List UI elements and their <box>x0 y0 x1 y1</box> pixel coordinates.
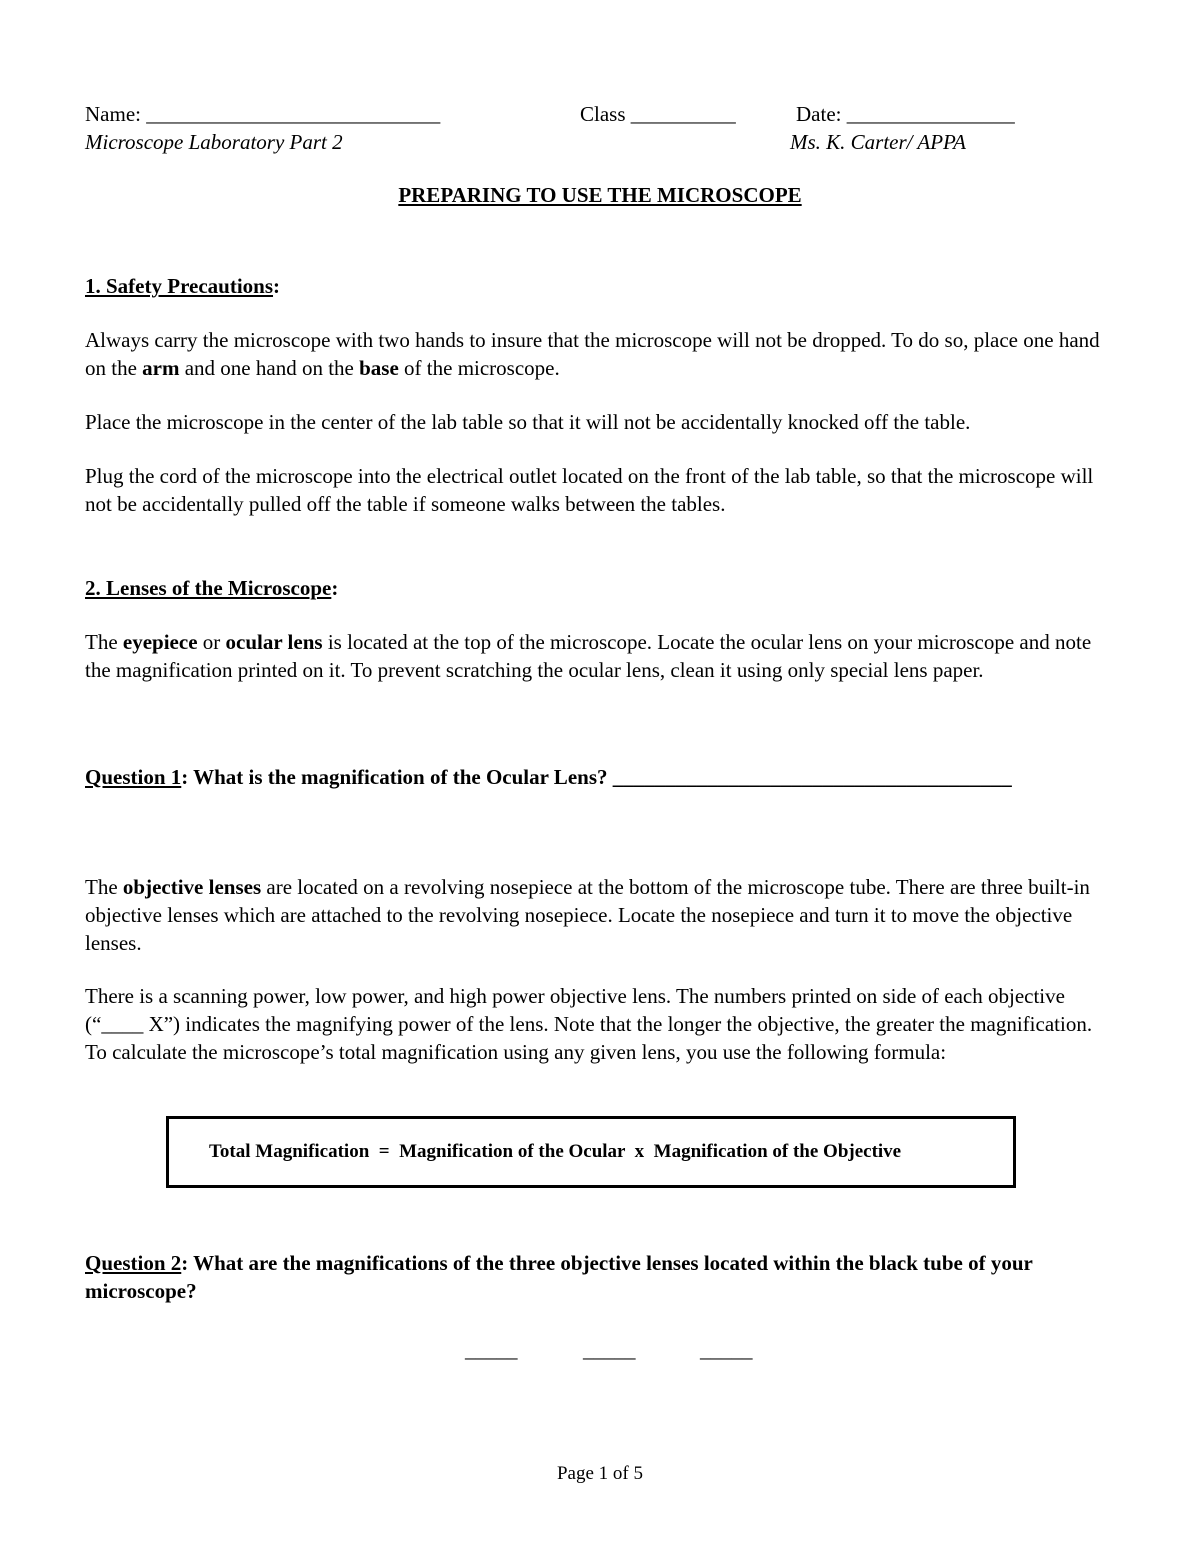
answer-blank-2: _____ <box>583 1338 636 1362</box>
page-title: PREPARING TO USE THE MICROSCOPE <box>398 183 802 207</box>
arm-term: arm <box>142 356 180 380</box>
text-run: is located at the top of the microscope. Locate the ocular lens on your microscope and note the magnification printed on it. To prevent scratching the ocular lens, clean it using only special lens paper. <box>85 630 1092 682</box>
question-2-label: Question 2 <box>85 1251 182 1275</box>
text-run: The <box>85 875 123 899</box>
question-2-text: : What are the magnifications of the three objective lenses located within the black tube of your microscope? <box>85 1251 1033 1303</box>
section-2-heading-colon: : <box>331 576 339 600</box>
safety-paragraph-1 <box>85 326 1115 382</box>
text-run: of the microscope. <box>398 356 560 380</box>
section-1-heading <box>85 272 280 300</box>
question-1-label: Question 1 <box>85 765 182 789</box>
text-run: or <box>197 630 226 654</box>
question-1-text: : What is the magnification of the Ocular Lens? ______________________________________ <box>181 765 1012 789</box>
lab-title: Microscope Laboratory Part 2 <box>85 130 343 154</box>
question-1 <box>85 763 1012 791</box>
objective-lenses-term: objective lenses <box>122 875 262 899</box>
name-field-label: Name: ____________________________ <box>85 102 441 126</box>
total-magnification-formula: Total Magnification = Magnification of the Ocular x Magnification of the Objective <box>209 1141 902 1162</box>
answer-blank-3: _____ <box>700 1338 753 1362</box>
answer-blank-1: _____ <box>465 1338 518 1362</box>
formula-box <box>166 1116 1016 1188</box>
section-2-heading <box>85 574 338 602</box>
base-term: base <box>359 356 399 380</box>
section-1-heading-text: 1. Safety Precautions <box>85 274 274 298</box>
text-run: and one hand on the <box>179 356 360 380</box>
date-field-label: Date: ________________ <box>796 102 1015 126</box>
text-run: The <box>85 630 123 654</box>
section-2-heading-text: 2. Lenses of the Microscope <box>85 576 332 600</box>
lenses-paragraph-2 <box>85 873 1115 957</box>
safety-paragraph-3: Plug the cord of the microscope into the electrical outlet located on the front of the lab table, so that the microscope will not be accidentally pulled off the table if someone walks between the tables. <box>85 464 1094 516</box>
safety-paragraph-2: Place the microscope in the center of the lab table so that it will not be accidentally knocked off the table. <box>85 410 971 434</box>
text-run: Always carry the microscope with two hands to insure that the microscope will not be dropped. To do so, place one hand on the <box>85 328 1100 380</box>
text-run: are located on a revolving nosepiece at the bottom of the microscope tube. There are three built-in objective lenses which are attached to the revolving nosepiece. Locate the nosepiece and turn it to move the objective lenses. <box>85 875 1090 955</box>
lenses-paragraph-3: There is a scanning power, low power, and high power objective lens. The numbers printed on side of each objective (“____ X”) indicates the magnifying power of the lens. Note that the longer the objective, the greater the magnification. To calculate the microscope’s total magnification using any given lens, you use the following formula: <box>85 984 1093 1064</box>
teacher-name: Ms. K. Carter/ APPA <box>790 130 966 154</box>
eyepiece-term: eyepiece <box>122 630 198 654</box>
section-1-heading-colon: : <box>273 274 281 298</box>
question-2 <box>85 1249 1115 1305</box>
class-field-label: Class __________ <box>580 102 736 126</box>
ocular-lens-term: ocular lens <box>225 630 323 654</box>
lenses-paragraph-1 <box>85 628 1115 684</box>
page-number: Page 1 of 5 <box>556 1463 643 1484</box>
